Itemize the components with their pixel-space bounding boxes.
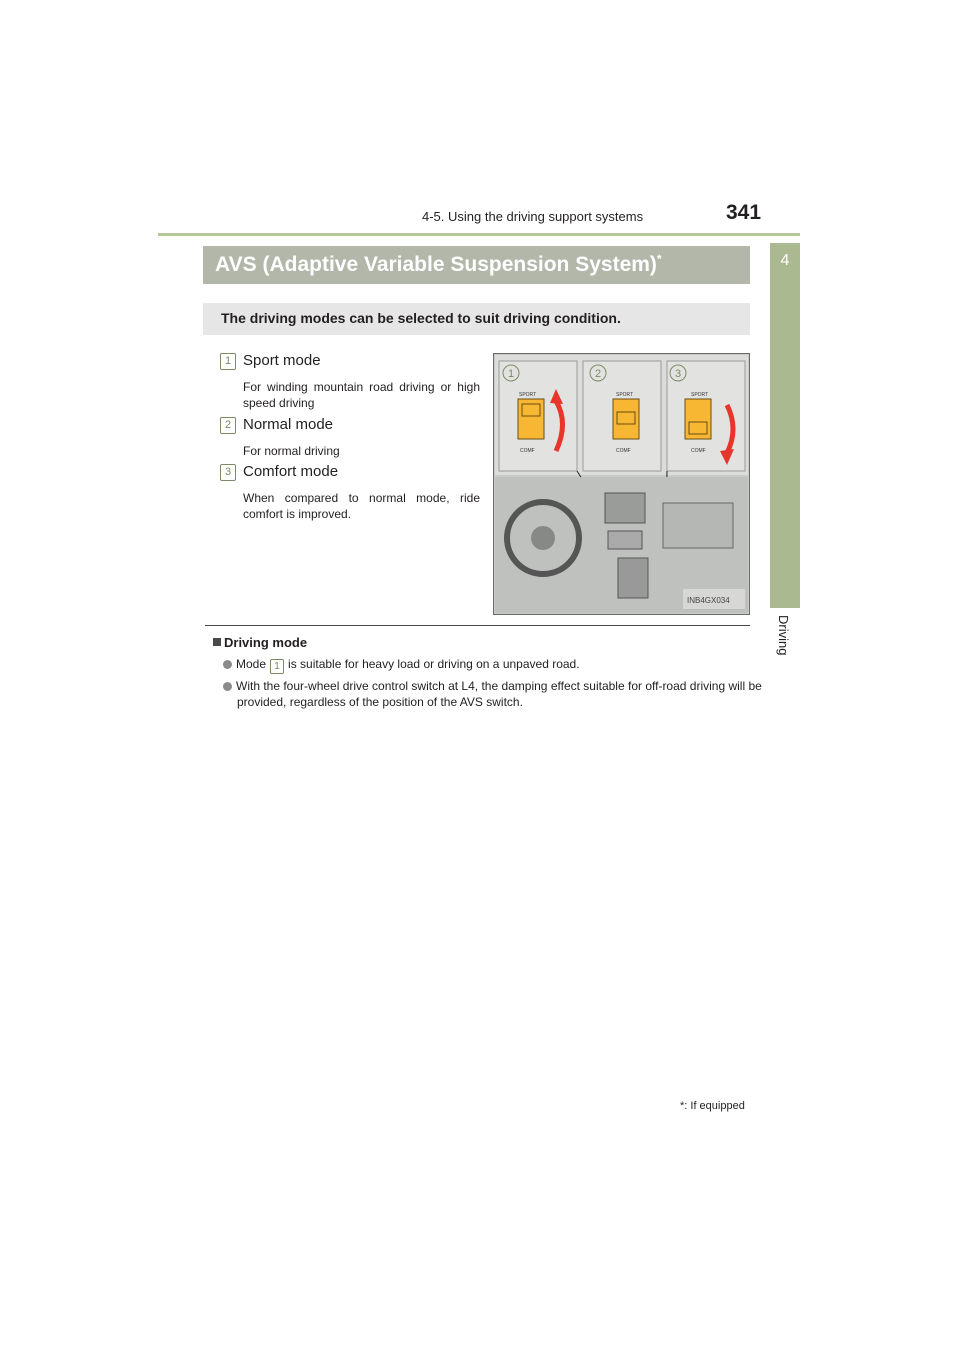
driving-mode-bullet-1: Mode 1 is suitable for heavy load or driving on a unpaved road. <box>223 656 750 674</box>
section-title: AVS (Adaptive Variable Suspension System)* <box>215 252 662 276</box>
svg-text:COMF: COMF <box>520 448 535 454</box>
section-divider <box>205 625 750 626</box>
bullet-icon <box>223 682 232 691</box>
mode-2-desc: For normal driving <box>243 444 340 458</box>
svg-text:3: 3 <box>675 368 682 380</box>
dashboard-illustration <box>495 477 748 613</box>
driving-mode-bullet-2: With the four-wheel drive control switch at L4, the damping effect suitable for off-road driving will be provided, regardless of the position of the AVS switch. <box>223 678 764 710</box>
avs-switch-illustration <box>493 353 750 615</box>
mode-3-badge: 3 <box>220 464 236 481</box>
figure-code: INB4GX034 <box>687 596 730 605</box>
chapter-tab <box>770 243 800 608</box>
if-equipped-mark: * <box>656 252 662 266</box>
svg-text:COMF: COMF <box>691 448 706 454</box>
mode-1-desc: For winding mountain road driving or high speed driving <box>243 380 480 410</box>
header-divider <box>158 233 800 236</box>
intro-box <box>203 303 750 335</box>
svg-text:SPORT: SPORT <box>691 392 709 398</box>
mode-3-desc: When compared to normal mode, ride comfort is improved. <box>243 491 480 521</box>
running-header-section: 4-5. Using the driving support systems <box>422 209 644 224</box>
chapter-tab-number: 4 <box>780 252 790 269</box>
svg-text:SPORT: SPORT <box>519 392 537 398</box>
svg-text:1: 1 <box>508 368 515 380</box>
section-title-bar <box>203 246 750 284</box>
svg-text:COMF: COMF <box>616 448 631 454</box>
chapter-tab-label: Driving <box>776 615 791 656</box>
driving-mode-heading: Driving mode <box>213 635 307 650</box>
intro-text: The driving modes can be selected to suit driving condition. <box>221 310 621 326</box>
footnote: *: If equipped <box>680 1100 745 1112</box>
svg-text:2: 2 <box>595 368 602 380</box>
mode-1-badge: 1 <box>220 353 236 370</box>
mode-1-title: Sport mode <box>243 352 321 369</box>
mode-2-title: Normal mode <box>243 416 334 433</box>
mode-3-title: Comfort mode <box>243 463 339 480</box>
bullet-icon <box>223 660 232 669</box>
mode-1-inline-badge: 1 <box>270 659 284 674</box>
svg-text:SPORT: SPORT <box>616 392 634 398</box>
square-bullet-icon <box>213 638 221 646</box>
mode-2-badge: 2 <box>220 417 236 434</box>
page-number: 341 <box>726 201 762 224</box>
